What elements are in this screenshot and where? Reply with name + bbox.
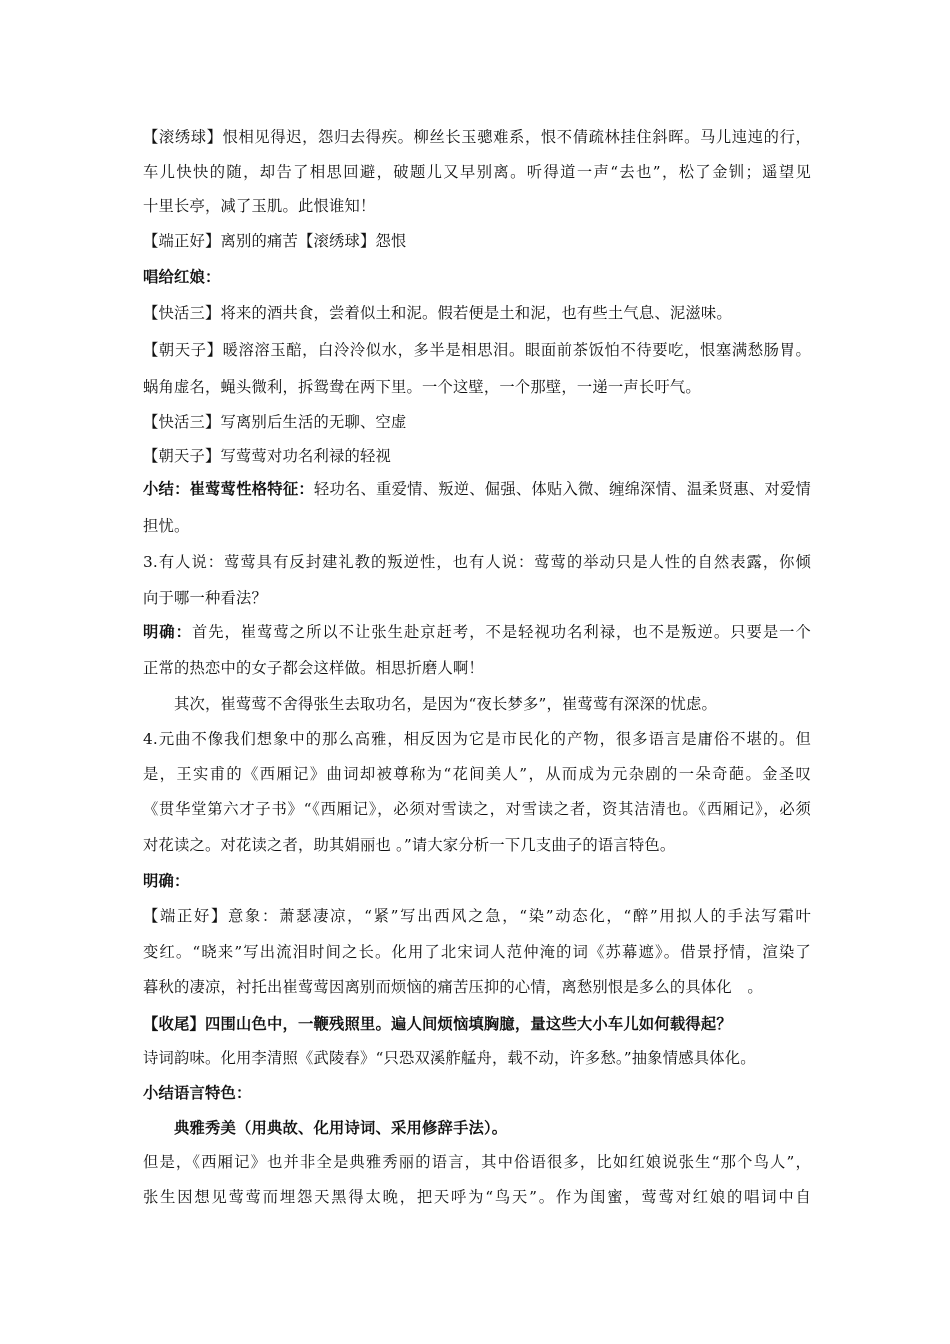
line-text: 明确： bbox=[143, 872, 190, 890]
text-line bbox=[143, 792, 811, 826]
text-line bbox=[143, 935, 811, 969]
text-line bbox=[143, 120, 811, 154]
text-line bbox=[143, 651, 811, 685]
text-line bbox=[143, 1007, 811, 1041]
text-line bbox=[143, 189, 811, 223]
line-text: 暮秋的凄凉，衬托出崔莺莺因离别而烦恼的痛苦压抑的心情，离愁别恨是多么的具体化 。 bbox=[143, 978, 763, 996]
line-text: 蜗角虚名，蝇头微利，拆鸳鸯在两下里。一个这壁，一个那壁，一递一声长吁气。 bbox=[143, 378, 701, 396]
text-line bbox=[143, 970, 811, 1004]
text-line bbox=[143, 864, 811, 898]
line-text: 唱给红娘： bbox=[143, 268, 221, 286]
line-text: 4.元曲不像我们想象中的那么高雅，相反因为它是市民化的产物，很多语言是庸俗不堪的。但 bbox=[143, 730, 811, 748]
text-line bbox=[143, 260, 811, 294]
text-line bbox=[143, 439, 811, 473]
text-line bbox=[143, 722, 811, 756]
line-text: 【收尾】四围山色中，一鞭残照里。遍人间烦恼填胸臆，量这些大小车儿如何载得起？ bbox=[143, 1015, 732, 1033]
text-line bbox=[143, 155, 811, 189]
text-line bbox=[143, 296, 811, 330]
line-text: 【端正好】离别的痛苦【滚绣球】怨恨 bbox=[143, 232, 407, 250]
line-text: 对花读之。对花读之者，助其娟丽也 。”请大家分析一下几支曲子的语言特色。 bbox=[143, 836, 676, 854]
text-line bbox=[143, 224, 811, 258]
text-line bbox=[143, 615, 811, 649]
text-line bbox=[143, 333, 811, 367]
text-line bbox=[143, 1111, 811, 1145]
line-label: 明确： bbox=[143, 623, 192, 641]
line-text: 3.有人说：莺莺具有反封建礼教的叛逆性，也有人说：莺莺的举动只是人性的自然表露，你倾 bbox=[143, 553, 811, 571]
line-text: 【快活三】写离别后生活的无聊、空虚 bbox=[143, 413, 407, 431]
line-text: 正常的热恋中的女子都会这样做。相思折磨人啊！ bbox=[143, 659, 484, 677]
text-line bbox=[143, 1076, 811, 1110]
line-text: 《贯华堂第六才子书》“《西厢记》，必须对雪读之，对雪读之者，资其洁清也。《西厢记》，必须 bbox=[143, 800, 811, 818]
line-text: 【滚绣球】恨相见得迟，怨归去得疾。柳丝长玉骢难系，恨不倩疏林挂住斜晖。马儿迍迍的行， bbox=[143, 128, 811, 146]
line-text: 轻功名、重爱情、叛逆、倔强、体贴入微、缠绵深情、温柔贤惠、对爱情 bbox=[313, 480, 811, 498]
line-text: 【朝天子】暖溶溶玉醅，白泠泠似水，多半是相思泪。眼面前茶饭怕不待要吃，恨塞满愁肠胃。 bbox=[143, 341, 811, 359]
line-text: 但是，《西厢记》也并非全是典雅秀丽的语言，其中俗语很多，比如红娘说张生“那个鸟人”， bbox=[143, 1153, 811, 1171]
text-line bbox=[143, 757, 811, 791]
text-line bbox=[143, 687, 811, 721]
line-text: 担忧。 bbox=[143, 517, 190, 535]
text-line bbox=[143, 1145, 811, 1179]
line-text: 十里长亭，减了玉肌。此恨谁知！ bbox=[143, 197, 376, 215]
text-line bbox=[143, 1180, 811, 1214]
line-text: 向于哪一种看法？ bbox=[143, 589, 267, 607]
line-text: 【端正好】意象：萧瑟凄凉，“紧”写出西风之急，“染”动态化，“醉”用拟人的手法写霜叶 bbox=[143, 907, 811, 925]
line-text: 是，王实甫的《西厢记》曲词却被尊称为“花间美人”，从而成为元杂剧的一朵奇葩。金圣叹 bbox=[143, 765, 811, 783]
line-text: 诗词韵味。化用李清照《武陵春》“只恐双溪舴艋舟，载不动，许多愁。”抽象情感具体化。 bbox=[143, 1049, 756, 1067]
line-text: 张生因想见莺莺而埋怨天黑得太晚，把天呼为“鸟天”。作为闺蜜，莺莺对红娘的唱词中自 bbox=[143, 1188, 811, 1206]
line-text: 小结语言特色： bbox=[143, 1084, 252, 1102]
line-text: 【朝天子】写莺莺对功名利禄的轻视 bbox=[143, 447, 391, 465]
text-line bbox=[143, 370, 811, 404]
text-line bbox=[143, 828, 811, 862]
text-line bbox=[143, 1041, 811, 1075]
text-line bbox=[143, 545, 811, 579]
line-text: 【快活三】将来的酒共食，尝着似土和泥。假若便是土和泥，也有些土气息、泥滋味。 bbox=[143, 304, 732, 322]
text-line bbox=[143, 509, 811, 543]
text-line bbox=[143, 899, 811, 933]
line-text: 首先，崔莺莺之所以不让张生赴京赶考，不是轻视功名利禄，也不是叛逆。只要是一个 bbox=[191, 623, 811, 641]
line-label: 小结：崔莺莺性格特征： bbox=[143, 480, 314, 498]
text-line bbox=[143, 405, 811, 439]
text-line bbox=[143, 581, 811, 615]
line-text: 典雅秀美（用典故、化用诗词、采用修辞手法）。 bbox=[174, 1119, 508, 1137]
line-text: 变红。“晓来”写出流泪时间之长。化用了北宋词人范仲淹的词《苏幕遮》。借景抒情，渲染了 bbox=[143, 943, 811, 961]
line-text: 其次，崔莺莺不舍得张生去取功名，是因为“夜长梦多”，崔莺莺有深深的忧虑。 bbox=[174, 695, 717, 713]
text-line bbox=[143, 472, 811, 506]
line-text: 车儿快快的随，却告了相思回避，破题儿又早别离。听得道一声“去也”，松了金钏；遥望见 bbox=[143, 163, 811, 181]
